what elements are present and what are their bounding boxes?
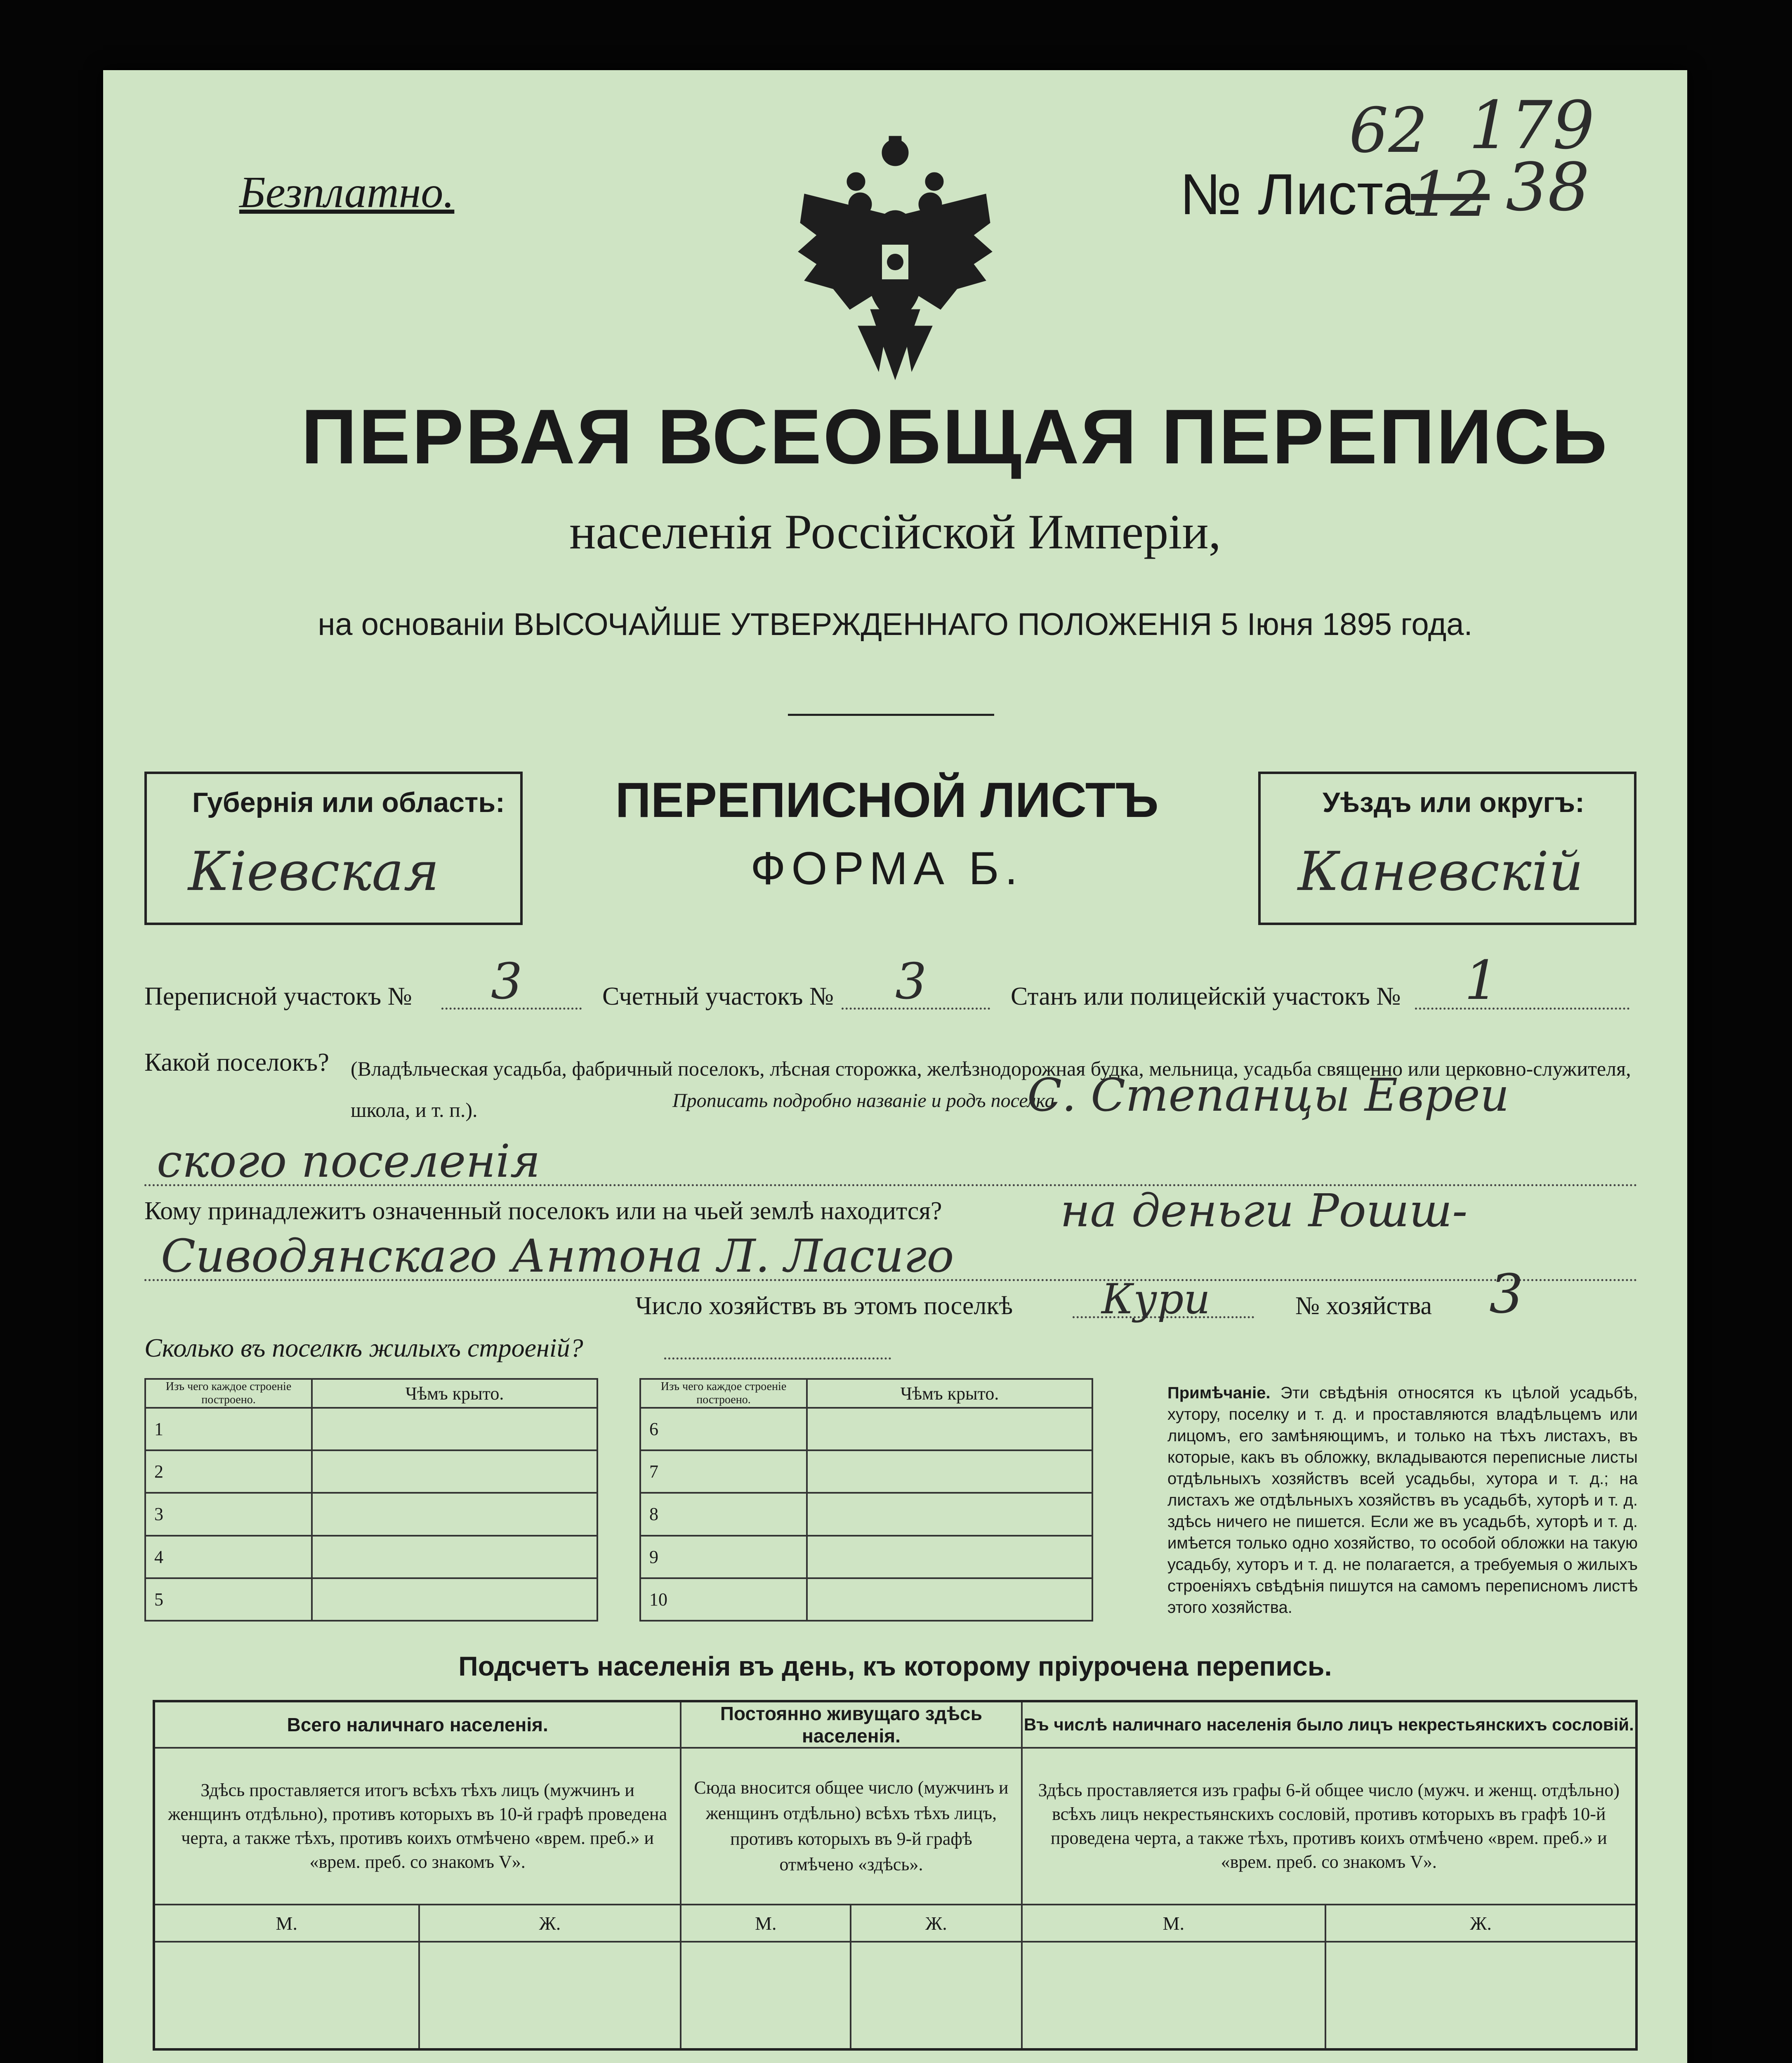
table-cell[interactable] [807,1408,1092,1450]
settlement-question: Какой поселокъ? [144,1048,329,1076]
owner-value-2[interactable]: Сиводянскаго Антона Л. Ласиго [161,1230,954,1282]
households-label: Число хозяйствъ въ этомъ поселкѣ [635,1292,1013,1320]
sheet-number-value: 38 [1506,149,1590,226]
table-cell[interactable] [312,1578,597,1621]
settlement-hint2: Прописать подробно названіе и родъ поселка [672,1090,1055,1112]
table-cell[interactable] [807,1578,1092,1621]
buildings-question: Сколько въ поселкѣ жилыхъ строеній? [144,1333,583,1362]
sheet-number-label: № Листа [1180,162,1415,227]
table-row: 3 [145,1493,312,1535]
population-col2-text: Сюда вносится общее число (мужчинъ и женщинъ отдѣльно) всѣхъ тѣхъ лицъ, противъ которыхъ въ 9-й графѣ отмѣчено «здѣсь». [681,1748,1021,1905]
population-col3-title: Въ числѣ наличнаго населенія было лицъ некрестьянскихъ сословій. [1022,1701,1636,1748]
male-label: М. [1022,1905,1326,1942]
table-row: 9 [640,1536,807,1578]
district-value[interactable]: Каневскій [1298,840,1584,903]
district-label: Уѣздъ или округъ: [1323,787,1585,818]
population-col1-text: Здѣсь проставляется итогъ всѣхъ тѣхъ лицъ (мужчинъ и женщинъ отдѣльно), противъ которыхъ въ 10-й графѣ проведена черта, а также тѣхъ, противъ коихъ отмѣчено «врем. преб.» и «врем. преб. со знакомъ V». [154,1748,681,1905]
table-cell[interactable] [312,1450,597,1493]
table-row: 8 [640,1493,807,1535]
settlement-value-1[interactable]: С. Степанцы Евреи [1027,1069,1509,1121]
stan-line [1415,1008,1629,1010]
table-header-material: Изъ чего каждое строеніе построено. [145,1379,312,1408]
female-label: Ж. [1325,1905,1636,1942]
table-cell[interactable] [312,1408,597,1450]
note-text: Эти свѣдѣнія относятся къ цѣлой усадьбѣ, хутору, поселку и т. д. и проставляются владѣльцемъ или лицомъ, его замѣняющимъ, и только на тѣхъ листахъ, въ которые, какъ въ обложку, вкладываются переписные листы отдѣльныхъ хозяйствъ всей усадьбы, хутора и т. д.; на листахъ же отдѣльныхъ хозяйствъ въ усадьбѣ, хуторѣ и т. д. здѣсь ничего не пишется. Если же въ усадьбѣ, хуторѣ и т. д. имѣется только одно хозяйство, то особой обложки на такую усадьбу, хуторъ и т. д. не полагается, а требуемыя о жилыхъ строеніяхъ свѣдѣнія пишутся на самомъ переписномъ листѣ этого хозяйства. [1167,1384,1638,1617]
note-title: Примѣчаніе. [1167,1384,1271,1402]
census-area-label: Переписной участокъ № [144,982,412,1010]
sheet-number-crossed: 12 [1411,159,1490,231]
population-female-nonpeasant-cell[interactable] [1325,1942,1636,2049]
table-cell[interactable] [807,1450,1092,1493]
population-male-resident-cell[interactable] [681,1942,851,2049]
form-name: ФОРМА Б. [750,843,1023,894]
table-header-roof: Чѣмъ крыто. [807,1379,1092,1408]
title-divider [788,714,994,716]
buildings-table-right [639,1378,1093,1622]
population-col2-title: Постоянно живущаго здѣсь населенія. [681,1701,1021,1748]
double-headed-eagle-icon [788,132,1002,396]
table-row: 5 [145,1578,312,1621]
table-row: 1 [145,1408,312,1450]
census-area-value[interactable]: 3 [491,953,523,1010]
owner-question: Кому принадлежитъ означенный поселокъ или на чьей землѣ находится? [144,1197,942,1225]
province-label: Губернія или область: [192,787,505,818]
population-male-nonpeasant-cell[interactable] [1022,1942,1326,2049]
archive-number-b: 179 [1469,87,1595,164]
table-header-roof: Чѣмъ крыто. [312,1379,597,1408]
settlement-hint: (Владѣльческая усадьба, фабричный поселокъ, лѣсная сторожка, желѣзнодорожная будка, мельница, усадьба священно или церковно-служителя, школа, и т. п.). [351,1057,1631,1121]
table-cell[interactable] [312,1536,597,1578]
province-value[interactable]: Кіевская [188,840,439,903]
male-label: М. [681,1905,851,1942]
female-label: Ж. [419,1905,681,1942]
population-heading: Подсчетъ населенія въ день, къ которому пріурочена перепись. [458,1651,1332,1681]
sheet-name: ПЕРЕПИСНОЙ ЛИСТЪ [615,772,1159,828]
province-box [144,772,523,925]
count-area-label: Счетный участокъ № [602,982,834,1010]
buildings-table-left [144,1378,598,1622]
district-box [1258,772,1636,925]
page-subtitle: населенія Россійской Имперіи, [569,504,1221,559]
population-col1-title: Всего наличнаго населенія. [154,1701,681,1748]
table-row: 7 [640,1450,807,1493]
population-col3-text: Здѣсь проставляется изъ графы 6-й общее число (мужч. и женщ. отдѣльно) всѣхъ лицъ некрестьянскихъ сословій, противъ которыхъ въ графѣ 10-й проведена черта, а также тѣхъ, противъ коихъ отмѣчено «врем. преб.» и «врем. преб. со знакомъ V». [1022,1748,1636,1905]
population-female-resident-cell[interactable] [851,1942,1021,2049]
household-number-label: № хозяйства [1295,1292,1432,1320]
archive-number-a: 62 [1349,95,1428,167]
table-cell[interactable] [807,1536,1092,1578]
note-block [1167,1382,1638,1618]
buildings-line [664,1357,891,1360]
table-row: 10 [640,1578,807,1621]
population-female-total-cell[interactable] [419,1942,681,2049]
table-row: 6 [640,1408,807,1450]
population-male-total-cell[interactable] [154,1942,419,2049]
male-label: М. [154,1905,419,1942]
table-cell[interactable] [807,1493,1092,1535]
legal-basis: на основаніи ВЫСОЧАЙШЕ УТВЕРЖДЕННАГО ПОЛОЖЕНІЯ 5 Іюня 1895 года. [318,607,1473,642]
table-header-material: Изъ чего каждое строеніе построено. [640,1379,807,1408]
count-area-value[interactable]: 3 [895,953,927,1010]
population-table [153,1700,1638,2051]
table-row: 2 [145,1450,312,1493]
settlement-value-2[interactable]: ского поселенія [157,1135,540,1187]
female-label: Ж. [851,1905,1021,1942]
household-number-value[interactable]: 3 [1489,1263,1523,1325]
census-sheet [103,70,1687,2063]
households-value[interactable]: Кури [1101,1275,1210,1323]
table-row: 4 [145,1536,312,1578]
owner-value-1[interactable]: на деньги Рошш- [1060,1184,1468,1237]
stan-label: Станъ или полицейскій участокъ № [1011,982,1401,1010]
stan-value[interactable]: 1 [1464,949,1499,1012]
free-label: Безплатно. [239,168,455,217]
table-cell[interactable] [312,1493,597,1535]
page-title: ПЕРВАЯ ВСЕОБЩАЯ ПЕРЕПИСЬ [301,393,1609,480]
